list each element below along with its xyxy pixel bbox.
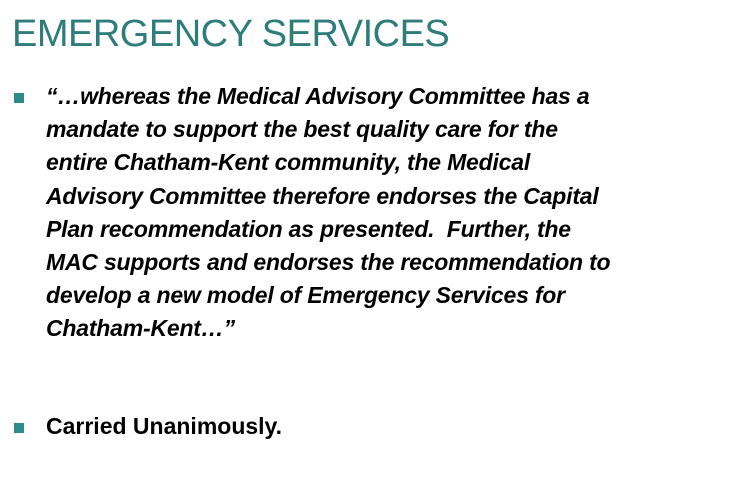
- quote-line: MAC supports and endorses the recommendation to: [46, 249, 611, 276]
- quote-line: develop a new model of Emergency Services for: [46, 282, 565, 309]
- bullet-item-quote: [14, 80, 736, 346]
- square-bullet-icon: [14, 93, 24, 103]
- bullet-list: [14, 80, 736, 443]
- quote-line: “…whereas the Medical Advisory Committee has a: [46, 83, 590, 109]
- quote-line: Plan recommendation as presented. Further, the: [46, 215, 571, 242]
- bullet-item-result: [14, 410, 736, 443]
- slide-title: EMERGENCY SERVICES: [12, 13, 450, 55]
- square-bullet-icon: [14, 423, 24, 433]
- quote-text: [46, 80, 736, 346]
- quote-line: Advisory Committee therefore endorses the Capital: [46, 182, 599, 209]
- quote-line: mandate to support the best quality care for the: [46, 116, 558, 143]
- result-text: Carried Unanimously.: [46, 412, 283, 439]
- quote-line: Chatham-Kent…”: [46, 315, 235, 342]
- quote-line: entire Chatham-Kent community, the Medical: [46, 149, 531, 176]
